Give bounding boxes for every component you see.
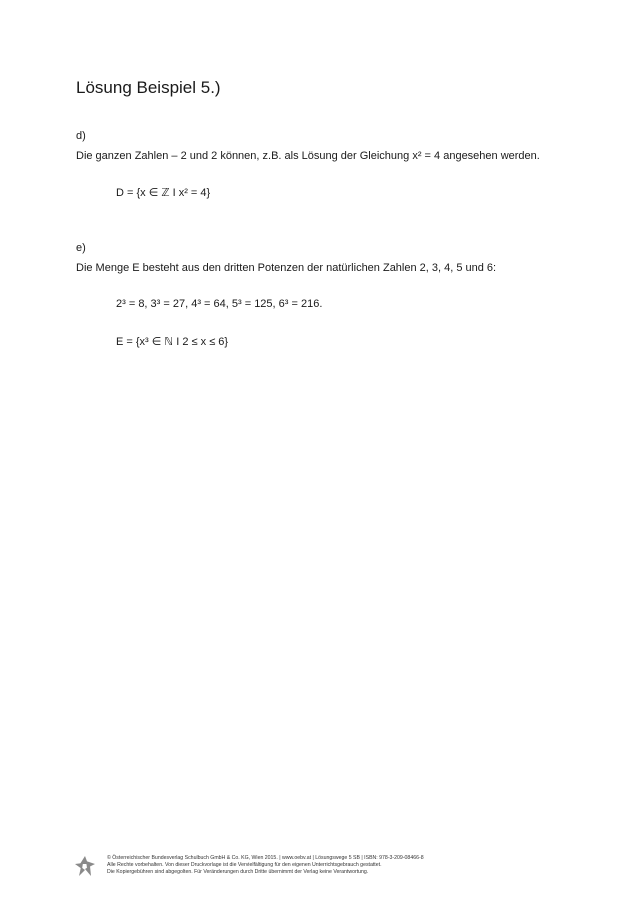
part-d-label: d) — [76, 130, 86, 142]
footer — [107, 855, 424, 876]
set-e: E = {x³ ∈ ℕ I 2 ≤ x ≤ 6} — [116, 336, 229, 348]
oebv-logo-icon — [74, 855, 96, 877]
part-e-label: e) — [76, 242, 86, 254]
footer-line-2: Alle Rechte vorbehalten. Von dieser Druckvorlage ist die Vervielfältigung für den eigenen Unterrichtsgebrauch gestattet. — [107, 862, 382, 868]
set-d: D = {x ∈ ℤ I x² = 4} — [116, 187, 211, 199]
page-title: Lösung Beispiel 5.) — [76, 78, 221, 97]
part-d-text: Die ganzen Zahlen – 2 und 2 können, z.B. als Lösung der Gleichung x² = 4 angesehen werden. — [76, 150, 540, 162]
footer-line-3: Die Kopiergebühren sind abgegolten. Für Veränderungen durch Dritte übernimmt der Verlag keine Verantwortung. — [107, 869, 369, 875]
footer-line-1: © Österreichischer Bundesverlag Schulbuch GmbH & Co. KG, Wien 2015. | www.oebv.at | Lösungswege 5 SB | ISBN: 978-3-209-08466-8 — [107, 855, 424, 861]
powers-list: 2³ = 8, 3³ = 27, 4³ = 64, 5³ = 125, 6³ = 216. — [116, 298, 323, 310]
part-e-text: Die Menge E besteht aus den dritten Potenzen der natürlichen Zahlen 2, 3, 4, 5 und 6: — [76, 262, 497, 274]
